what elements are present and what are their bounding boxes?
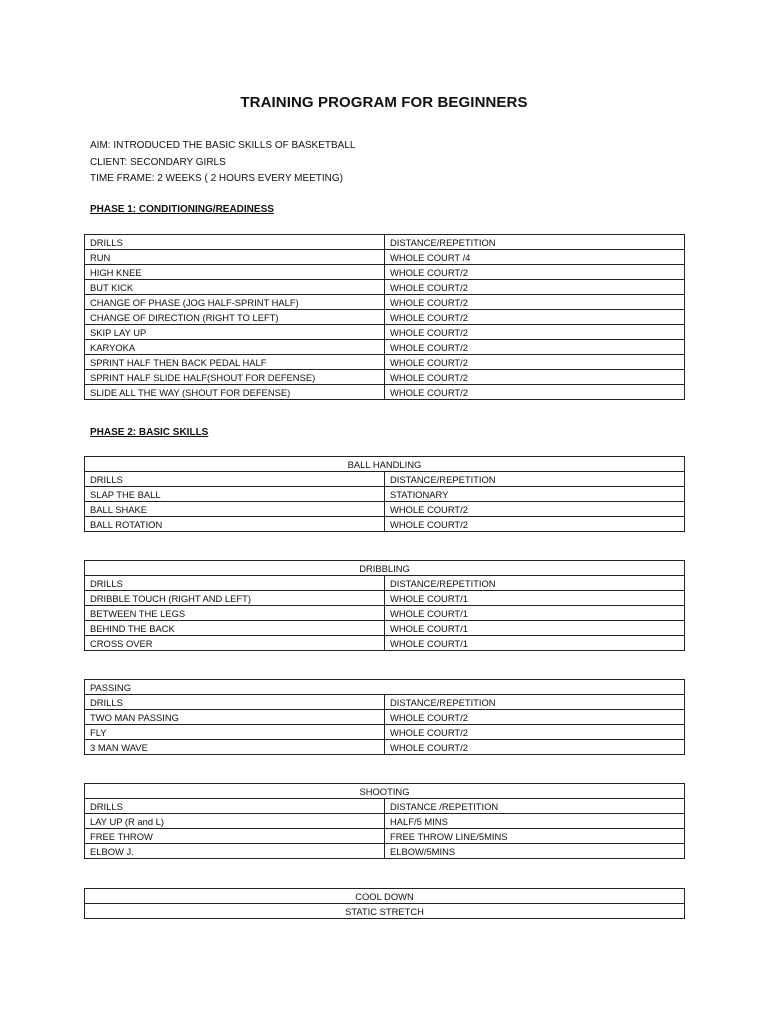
table-row (85, 340, 685, 355)
drill-cell: BUT KICK (85, 280, 385, 295)
table-header-row (85, 799, 685, 814)
distance-header: DISTANCE/REPETITION (385, 576, 685, 591)
aim-line: AIM: INTRODUCED THE BASIC SKILLS OF BASKETBALL (90, 140, 356, 151)
table-title-row (85, 457, 685, 472)
drill-cell: FLY (85, 725, 385, 740)
distance-header: DISTANCE/REPETITION (385, 472, 685, 487)
drill-cell: LAY UP (R and L) (85, 814, 385, 829)
dribbling-table (84, 560, 685, 651)
drill-cell: SLAP THE BALL (85, 487, 385, 502)
distance-cell: WHOLE COURT/2 (385, 517, 685, 532)
table-row (85, 355, 685, 370)
drill-cell: BETWEEN THE LEGS (85, 606, 385, 621)
cool-down-title: COOL DOWN (85, 889, 685, 904)
table-row (85, 250, 685, 265)
distance-cell: WHOLE COURT/1 (385, 636, 685, 651)
table-row (85, 502, 685, 517)
distance-cell: FREE THROW LINE/5MINS (385, 829, 685, 844)
drill-cell: ELBOW J. (85, 844, 385, 859)
table-title: SHOOTING (85, 784, 685, 799)
distance-cell: WHOLE COURT/2 (385, 310, 685, 325)
table-row (85, 829, 685, 844)
table-row (85, 487, 685, 502)
distance-cell: WHOLE COURT/2 (385, 710, 685, 725)
distance-cell: WHOLE COURT/2 (385, 295, 685, 310)
phase2-heading: PHASE 2: BASIC SKILLS (90, 427, 209, 438)
drill-cell: FREE THROW (85, 829, 385, 844)
distance-cell: WHOLE COURT/2 (385, 280, 685, 295)
distance-cell: WHOLE COURT/2 (385, 502, 685, 517)
table-row (85, 844, 685, 859)
table-row (85, 636, 685, 651)
table-row (85, 295, 685, 310)
table-title-row (85, 784, 685, 799)
distance-header: DISTANCE/REPETITION (385, 695, 685, 710)
cool-down-title-row (85, 889, 685, 904)
distance-cell: ELBOW/5MINS (385, 844, 685, 859)
distance-cell: WHOLE COURT/2 (385, 725, 685, 740)
distance-cell: HALF/5 MINS (385, 814, 685, 829)
drill-cell: KARYOKA (85, 340, 385, 355)
table-row (85, 814, 685, 829)
passing-table (84, 679, 685, 755)
distance-cell: WHOLE COURT/1 (385, 621, 685, 636)
table-title: BALL HANDLING (85, 457, 685, 472)
distance-cell: WHOLE COURT/2 (385, 325, 685, 340)
drill-cell: CHANGE OF DIRECTION (RIGHT TO LEFT) (85, 310, 385, 325)
distance-cell: WHOLE COURT /4 (385, 250, 685, 265)
table-row (85, 517, 685, 532)
distance-header: DISTANCE /REPETITION (385, 799, 685, 814)
phase1-table (84, 234, 685, 400)
table-header-row (85, 235, 685, 250)
distance-cell: STATIONARY (385, 487, 685, 502)
table-header-row (85, 472, 685, 487)
drill-cell: 3 MAN WAVE (85, 740, 385, 755)
phase1-heading: PHASE 1: CONDITIONING/READINESS (90, 204, 274, 215)
drill-cell: SPRINT HALF THEN BACK PEDAL HALF (85, 355, 385, 370)
drills-header: DRILLS (85, 799, 385, 814)
distance-cell: WHOLE COURT/2 (385, 740, 685, 755)
drill-cell: SLIDE ALL THE WAY (SHOUT FOR DEFENSE) (85, 385, 385, 400)
drill-cell: RUN (85, 250, 385, 265)
table-row (85, 325, 685, 340)
cool-down-item: STATIC STRETCH (85, 904, 685, 919)
distance-cell: WHOLE COURT/2 (385, 355, 685, 370)
distance-cell: WHOLE COURT/2 (385, 340, 685, 355)
cool-down-item-row (85, 904, 685, 919)
distance-cell: WHOLE COURT/2 (385, 385, 685, 400)
distance-cell: WHOLE COURT/1 (385, 591, 685, 606)
table-title-row (85, 680, 685, 695)
table-row (85, 265, 685, 280)
drill-cell: BALL SHAKE (85, 502, 385, 517)
ball-handling-table (84, 456, 685, 532)
table-row (85, 310, 685, 325)
drill-cell: BEHIND THE BACK (85, 621, 385, 636)
drill-cell: BALL ROTATION (85, 517, 385, 532)
distance-header: DISTANCE/REPETITION (385, 235, 685, 250)
client-line: CLIENT: SECONDARY GIRLS (90, 156, 226, 168)
table-row (85, 370, 685, 385)
table-row (85, 606, 685, 621)
table-row (85, 621, 685, 636)
table-row (85, 740, 685, 755)
table-row (85, 710, 685, 725)
drill-cell: TWO MAN PASSING (85, 710, 385, 725)
distance-cell: WHOLE COURT/2 (385, 265, 685, 280)
time-frame-line: TIME FRAME: 2 WEEKS ( 2 HOURS EVERY MEETING) (90, 173, 344, 184)
program-info (90, 138, 355, 188)
table-title-row (85, 561, 685, 576)
drill-cell: CHANGE OF PHASE (JOG HALF-SPRINT HALF) (85, 295, 385, 310)
table-row (85, 385, 685, 400)
drills-header: DRILLS (85, 235, 385, 250)
drill-cell: SKIP LAY UP (85, 325, 385, 340)
distance-cell: WHOLE COURT/2 (385, 370, 685, 385)
table-title: PASSING (85, 680, 685, 695)
drills-header: DRILLS (85, 695, 385, 710)
table-row (85, 725, 685, 740)
table-header-row (85, 576, 685, 591)
drill-cell: CROSS OVER (85, 636, 385, 651)
table-row (85, 591, 685, 606)
table-row (85, 280, 685, 295)
shooting-table (84, 783, 685, 859)
table-title: DRIBBLING (85, 561, 685, 576)
drills-header: DRILLS (85, 576, 385, 591)
cool-down-table (84, 888, 685, 919)
drill-cell: DRIBBLE TOUCH (RIGHT AND LEFT) (85, 591, 385, 606)
drill-cell: SPRINT HALF SLIDE HALF(SHOUT FOR DEFENSE) (85, 370, 385, 385)
drill-cell: HIGH KNEE (85, 265, 385, 280)
drills-header: DRILLS (85, 472, 385, 487)
table-header-row (85, 695, 685, 710)
document-title: TRAINING PROGRAM FOR BEGINNERS (240, 94, 528, 111)
distance-cell: WHOLE COURT/1 (385, 606, 685, 621)
